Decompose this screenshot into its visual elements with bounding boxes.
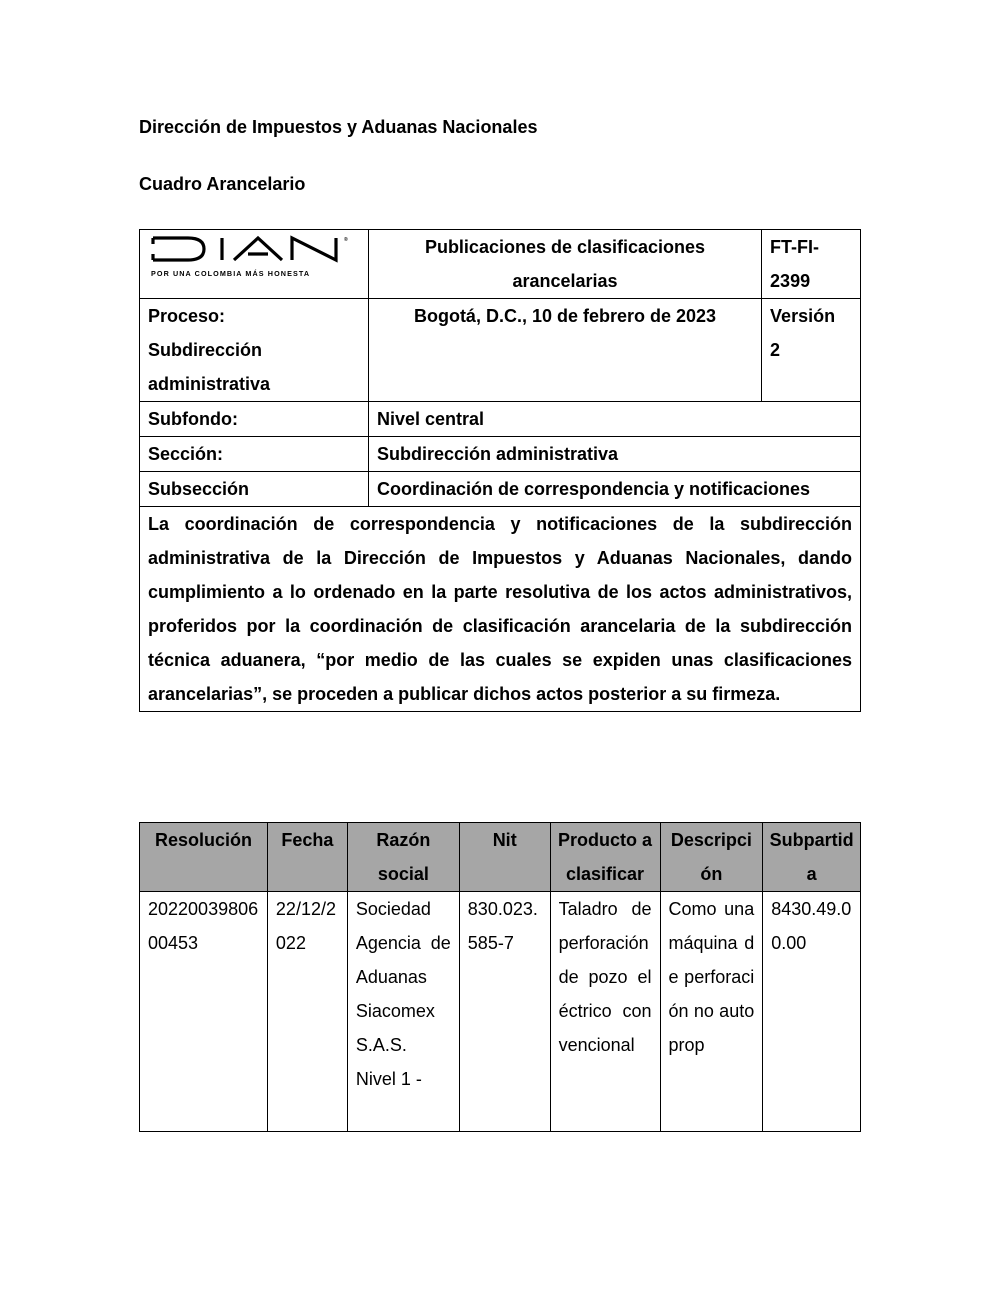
logo-cell [140, 230, 369, 299]
cell-razon-social: Sociedad Agencia de Aduanas Siacomex S.A.S. Nivel 1 - [347, 892, 459, 1132]
agency-title: Dirección de Impuestos y Aduanas Nacionales [139, 117, 538, 137]
subseccion-value: Coordinación de correspondencia y notificaciones [368, 472, 860, 507]
svg-text:®: ® [344, 237, 348, 243]
cell-producto: Taladro de perforación de pozo eléctrico convencional [550, 892, 660, 1132]
seccion-label: Sección: [140, 437, 369, 472]
process-cell [140, 299, 369, 402]
col-header-razon-social: Razón social [347, 823, 459, 892]
cell-subpartida: 8430.49.00.00 [763, 892, 861, 1132]
document-date: Bogotá, D.C., 10 de febrero de 2023 [368, 299, 761, 402]
subfondo-label: Subfondo: [140, 402, 369, 437]
seccion-value: Subdirección administrativa [368, 437, 860, 472]
table-row [140, 892, 861, 1132]
cell-descripcion: Como una máquina de perforación no autoprop [660, 892, 763, 1132]
document-subtitle: Cuadro Arancelario [139, 174, 306, 194]
classification-table [139, 822, 861, 1132]
col-header-resolucion: Resolución [140, 823, 268, 892]
cell-nit: 830.023.585-7 [459, 892, 550, 1132]
cell-fecha: 22/12/2022 [267, 892, 347, 1132]
dian-logo [148, 232, 348, 282]
subfondo-value: Nivel central [368, 402, 860, 437]
table-header-row [140, 823, 861, 892]
description-paragraph: La coordinación de correspondencia y notificaciones de la subdirección administrativa de la Dirección de Impuestos y Aduanas Nacionales, dando cumplimiento a lo ordenado en la parte resolutiva de los actos administrativos, proferidos por la coordinación de clasificación arancelaria de la subdirección técnica aduanera, “por medio de las cuales se expiden unas clasificaciones arancelarias”, se proceden a publicar dichos actos posterior a su firmeza. [140, 507, 861, 712]
col-header-fecha: Fecha [267, 823, 347, 892]
form-code: FT-FI-2399 [762, 230, 861, 299]
subseccion-label: Subsección [140, 472, 369, 507]
logo-tagline: POR UNA COLOMBIA MÁS HONESTA [151, 269, 311, 278]
header-table [139, 229, 861, 712]
version-cell [762, 299, 861, 402]
version-label: Versión [770, 306, 836, 326]
col-header-producto: Producto a clasificar [550, 823, 660, 892]
col-header-subpartida: Subpartida [763, 823, 861, 892]
col-header-descripcion: Descripción [660, 823, 763, 892]
cell-resolucion: 2022003980600453 [140, 892, 268, 1132]
process-value: Subdirección administrativa [148, 340, 271, 394]
process-label: Proceso: [148, 306, 226, 326]
col-header-nit: Nit [459, 823, 550, 892]
publication-title: Publicaciones de clasificaciones arancelarias [368, 230, 761, 299]
version-value: 2 [770, 340, 781, 360]
